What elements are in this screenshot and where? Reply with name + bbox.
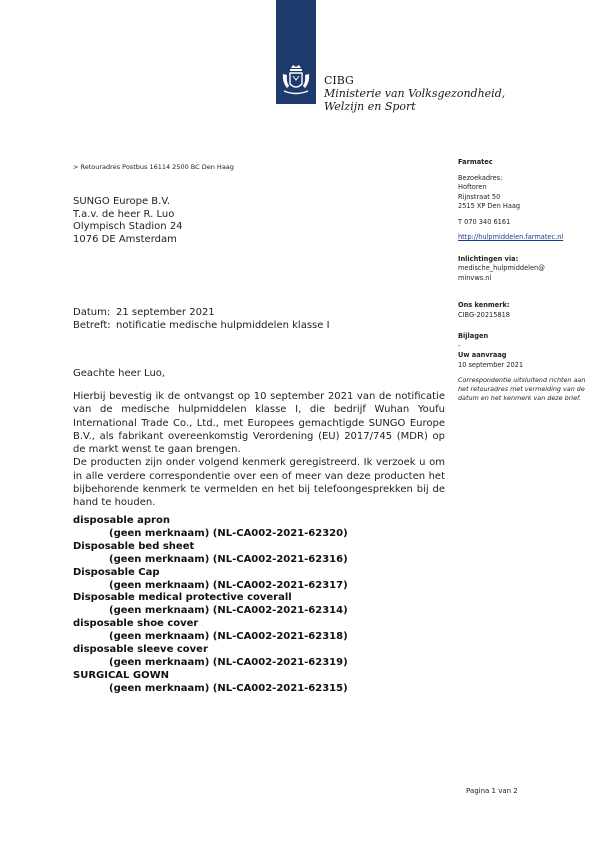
product-code: (geen merknaam) (NL-CA002-2021-62320) xyxy=(109,527,348,539)
reference-label: Ons kenmerk: xyxy=(458,301,510,309)
attachments-value: - xyxy=(458,341,461,350)
salutation: Geachte heer Luo, xyxy=(73,368,166,379)
org-line-2: Welzijn en Sport xyxy=(324,100,416,113)
sidebar-title: Farmatec xyxy=(458,158,493,166)
visit-label: Bezoekadres: xyxy=(458,173,503,182)
product-code: (geen merknaam) (NL-CA002-2021-62315) xyxy=(109,682,348,694)
product-name: disposable sleeve cover xyxy=(73,644,208,656)
date-row xyxy=(73,306,330,319)
organisation-block xyxy=(324,74,564,113)
product-code: (geen merknaam) (NL-CA002-2021-62317) xyxy=(109,579,348,591)
royal-crest-logo xyxy=(280,64,312,98)
website-link[interactable]: http://hulpmiddelen.farmatec.nl xyxy=(458,233,564,241)
product-list xyxy=(73,515,373,696)
info-line: medische_hulpmiddelen@ xyxy=(458,264,545,272)
product-name: Disposable bed sheet xyxy=(73,540,195,552)
product-name: Disposable Cap xyxy=(73,566,160,578)
org-line-1: Ministerie van Volksgezondheid, xyxy=(324,87,506,100)
attachments-label: Bijlagen xyxy=(458,332,489,340)
product-code: (geen merknaam) (NL-CA002-2021-62316) xyxy=(109,553,348,565)
page-number: Pagina 1 van 2 xyxy=(466,787,518,795)
subject-row xyxy=(73,319,330,332)
letter-body xyxy=(73,390,445,510)
addressee-line: 1076 DE Amsterdam xyxy=(73,233,177,245)
visit-line: Rijnstraat 50 xyxy=(458,192,501,201)
info-line: minvws.nl xyxy=(458,273,492,282)
addressee-line: Olympisch Stadion 24 xyxy=(73,221,183,232)
addressee-line: SUNGO Europe B.V. xyxy=(73,196,171,207)
product-code: (geen merknaam) (NL-CA002-2021-62319) xyxy=(109,656,348,668)
sidebar-column xyxy=(458,158,586,403)
request-value: 10 september 2021 xyxy=(458,360,524,369)
subject-value: notificatie medische hulpmiddelen klasse I xyxy=(116,320,330,331)
date-label: Datum: xyxy=(73,307,111,318)
product-code: (geen merknaam) (NL-CA002-2021-62318) xyxy=(109,631,348,643)
addressee-block xyxy=(73,196,183,246)
org-abbreviation: CIBG xyxy=(324,74,354,87)
reference-value: CIBG-20215818 xyxy=(458,310,511,319)
product-name: Disposable medical protective coverall xyxy=(73,592,292,604)
correspondence-note: Correspondentie uitsluitend richten aan het retouradres met vermelding van de datum en het kenmerk van deze brief. xyxy=(458,376,586,402)
product-code: (geen merknaam) (NL-CA002-2021-62314) xyxy=(109,605,348,617)
subject-label: Betreft: xyxy=(73,320,111,331)
request-label: Uw aanvraag xyxy=(458,351,507,359)
visit-line: 2515 XP Den Haag xyxy=(458,202,521,210)
phone-number: T 070 340 6161 xyxy=(458,217,511,226)
product-name: SURGICAL GOWN xyxy=(73,669,169,681)
info-label: Inlichtingen via: xyxy=(458,254,519,263)
date-value: 21 september 2021 xyxy=(116,307,215,318)
visit-line: Hoftoren xyxy=(458,183,487,191)
return-address: > Retouradres Postbus 16114 2500 BC Den Haag xyxy=(73,163,234,171)
product-name: disposable shoe cover xyxy=(73,618,199,630)
body-paragraph: De producten zijn onder volgend kenmerk geregistreerd. Ik verzoek u om in alle verdere correspondentie over een of meer van deze producten het bijbehorende kenmerk te vermelden en het bij telefoongesprekken bij de hand te houden. xyxy=(73,457,445,509)
letter-meta xyxy=(73,306,330,332)
product-name: disposable apron xyxy=(73,515,170,526)
addressee-line: T.a.v. de heer R. Luo xyxy=(73,208,175,220)
body-paragraph: Hierbij bevestig ik de ontvangst op 10 september 2021 van de notificatie van de medische hulpmiddelen klasse I, die bedrijf Wuhan Youfu International Trade Co., Ltd., met Europees gemachtigde SUNGO Europe B.V., als fabrikant overeenkomstig Verordening (EU) 2017/745 (MDR) op de markt wenst te gaan brengen. xyxy=(73,391,445,456)
